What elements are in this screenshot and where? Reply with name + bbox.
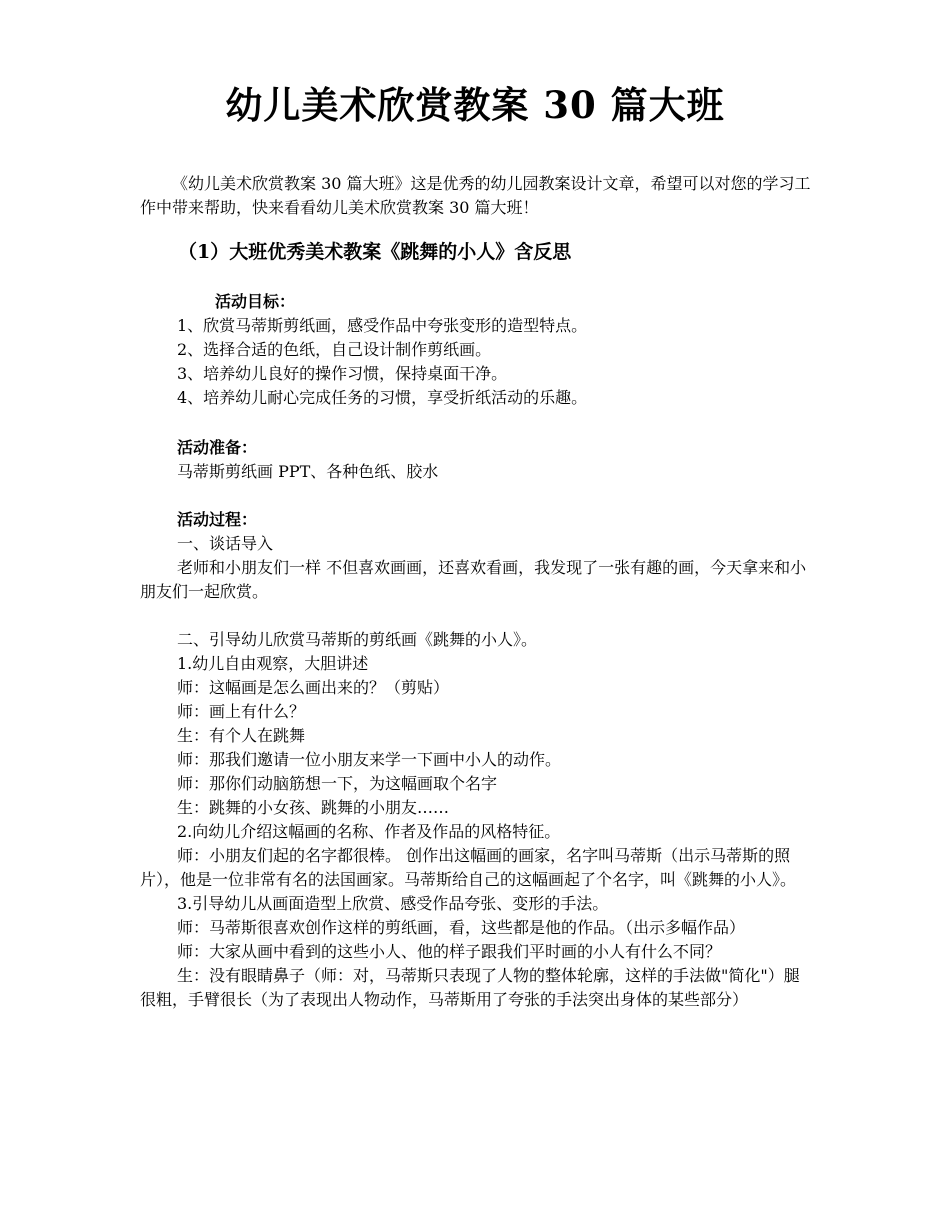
dialogue-line: 师：画上有什么？ [177,702,306,721]
answer-paragraph: 生：没有眼睛鼻子（师：对，马蒂斯只表现了人物的整体轮廓，这样的手法做"简化"）腿很粗，手臂很长（为了表现出人物动作，马蒂斯用了夸张的手法突出身体的某些部分） [140,966,800,1009]
prep-label: 活动准备： [177,438,258,457]
goal-item: 1、欣赏马蒂斯剪纸画，感受作品中夸张变形的造型特点。 [177,316,588,335]
dialogue-line: 师：那你们动脑筋想一下，为这幅画取个名字 [177,774,498,793]
compare-line: 师：大家从画中看到的这些小人、他的样子跟我们平时画的小人有什么不同？ [177,942,722,961]
dialogue-line: 1.幼儿自由观察，大胆讲述 [177,654,369,673]
goal-item: 3、培养幼儿良好的操作习惯，保持桌面干净。 [177,364,508,383]
goals-block [140,290,815,410]
process-label: 活动过程： [177,510,258,529]
step1-text: 老师和小朋友们一样 不但喜欢画画，还喜欢看画，我发现了一张有趣的画，今天拿来和小朋友们一起欣赏。 [140,558,807,601]
prep-text: 马蒂斯剪纸画 PPT、各种色纸、胶水 [177,462,439,481]
painter-paragraph: 师：小朋友们起的名字都很棒。 创作出这幅画的画家，名字叫马蒂斯（出示马蒂斯的照片），他是一位非常有名的法国画家。马蒂斯给自己的这幅画起了个名字，叫《跳舞的小人》。 [140,846,797,889]
process-block [140,508,815,604]
dialogue-line: 生：跳舞的小女孩、跳舞的小朋友…… [177,798,450,817]
step2-title: 二、引导幼儿欣赏马蒂斯的剪纸画《跳舞的小人》。 [177,630,538,649]
dialogue-line: 师：那我们邀请一位小朋友来学一下画中小人的动作。 [177,750,562,769]
dialogue-line: 生：有个人在跳舞 [177,726,306,745]
intro-paragraph: 《幼儿美术欣赏教案 30 篇大班》这是优秀的幼儿园教案设计文章，希望可以对您的学习工作中带来帮助，快来看看幼儿美术欣赏教案 30 篇大班！ [140,174,811,217]
goals-label: 活动目标： [215,292,296,311]
goal-item: 2、选择合适的色纸，自己设计制作剪纸画。 [177,340,492,359]
dialogue-line: 2.向幼儿介绍这幅画的名称、作者及作品的风格特征。 [177,822,561,841]
prep-block [140,436,815,484]
step3-line: 3.引导幼儿从画面造型上欣赏、感受作品夸张、变形的手法。 [177,894,609,913]
goal-item: 4、培养幼儿耐心完成任务的习惯，享受折纸活动的乐趣。 [177,388,588,407]
dialogue-line: 师：这幅画是怎么画出来的？（剪贴） [177,678,450,697]
step1-title: 一、谈话导入 [177,534,274,553]
works-paragraph: 师：马蒂斯很喜欢创作这样的剪纸画，看，这些都是他的作品。（出示多幅作品） [177,918,746,937]
document-title: 幼儿美术欣赏教案 30 篇大班 [225,83,725,127]
section-heading: （1）大班优秀美术教案《跳舞的小人》含反思 [178,241,572,263]
step2-block [140,628,815,1012]
